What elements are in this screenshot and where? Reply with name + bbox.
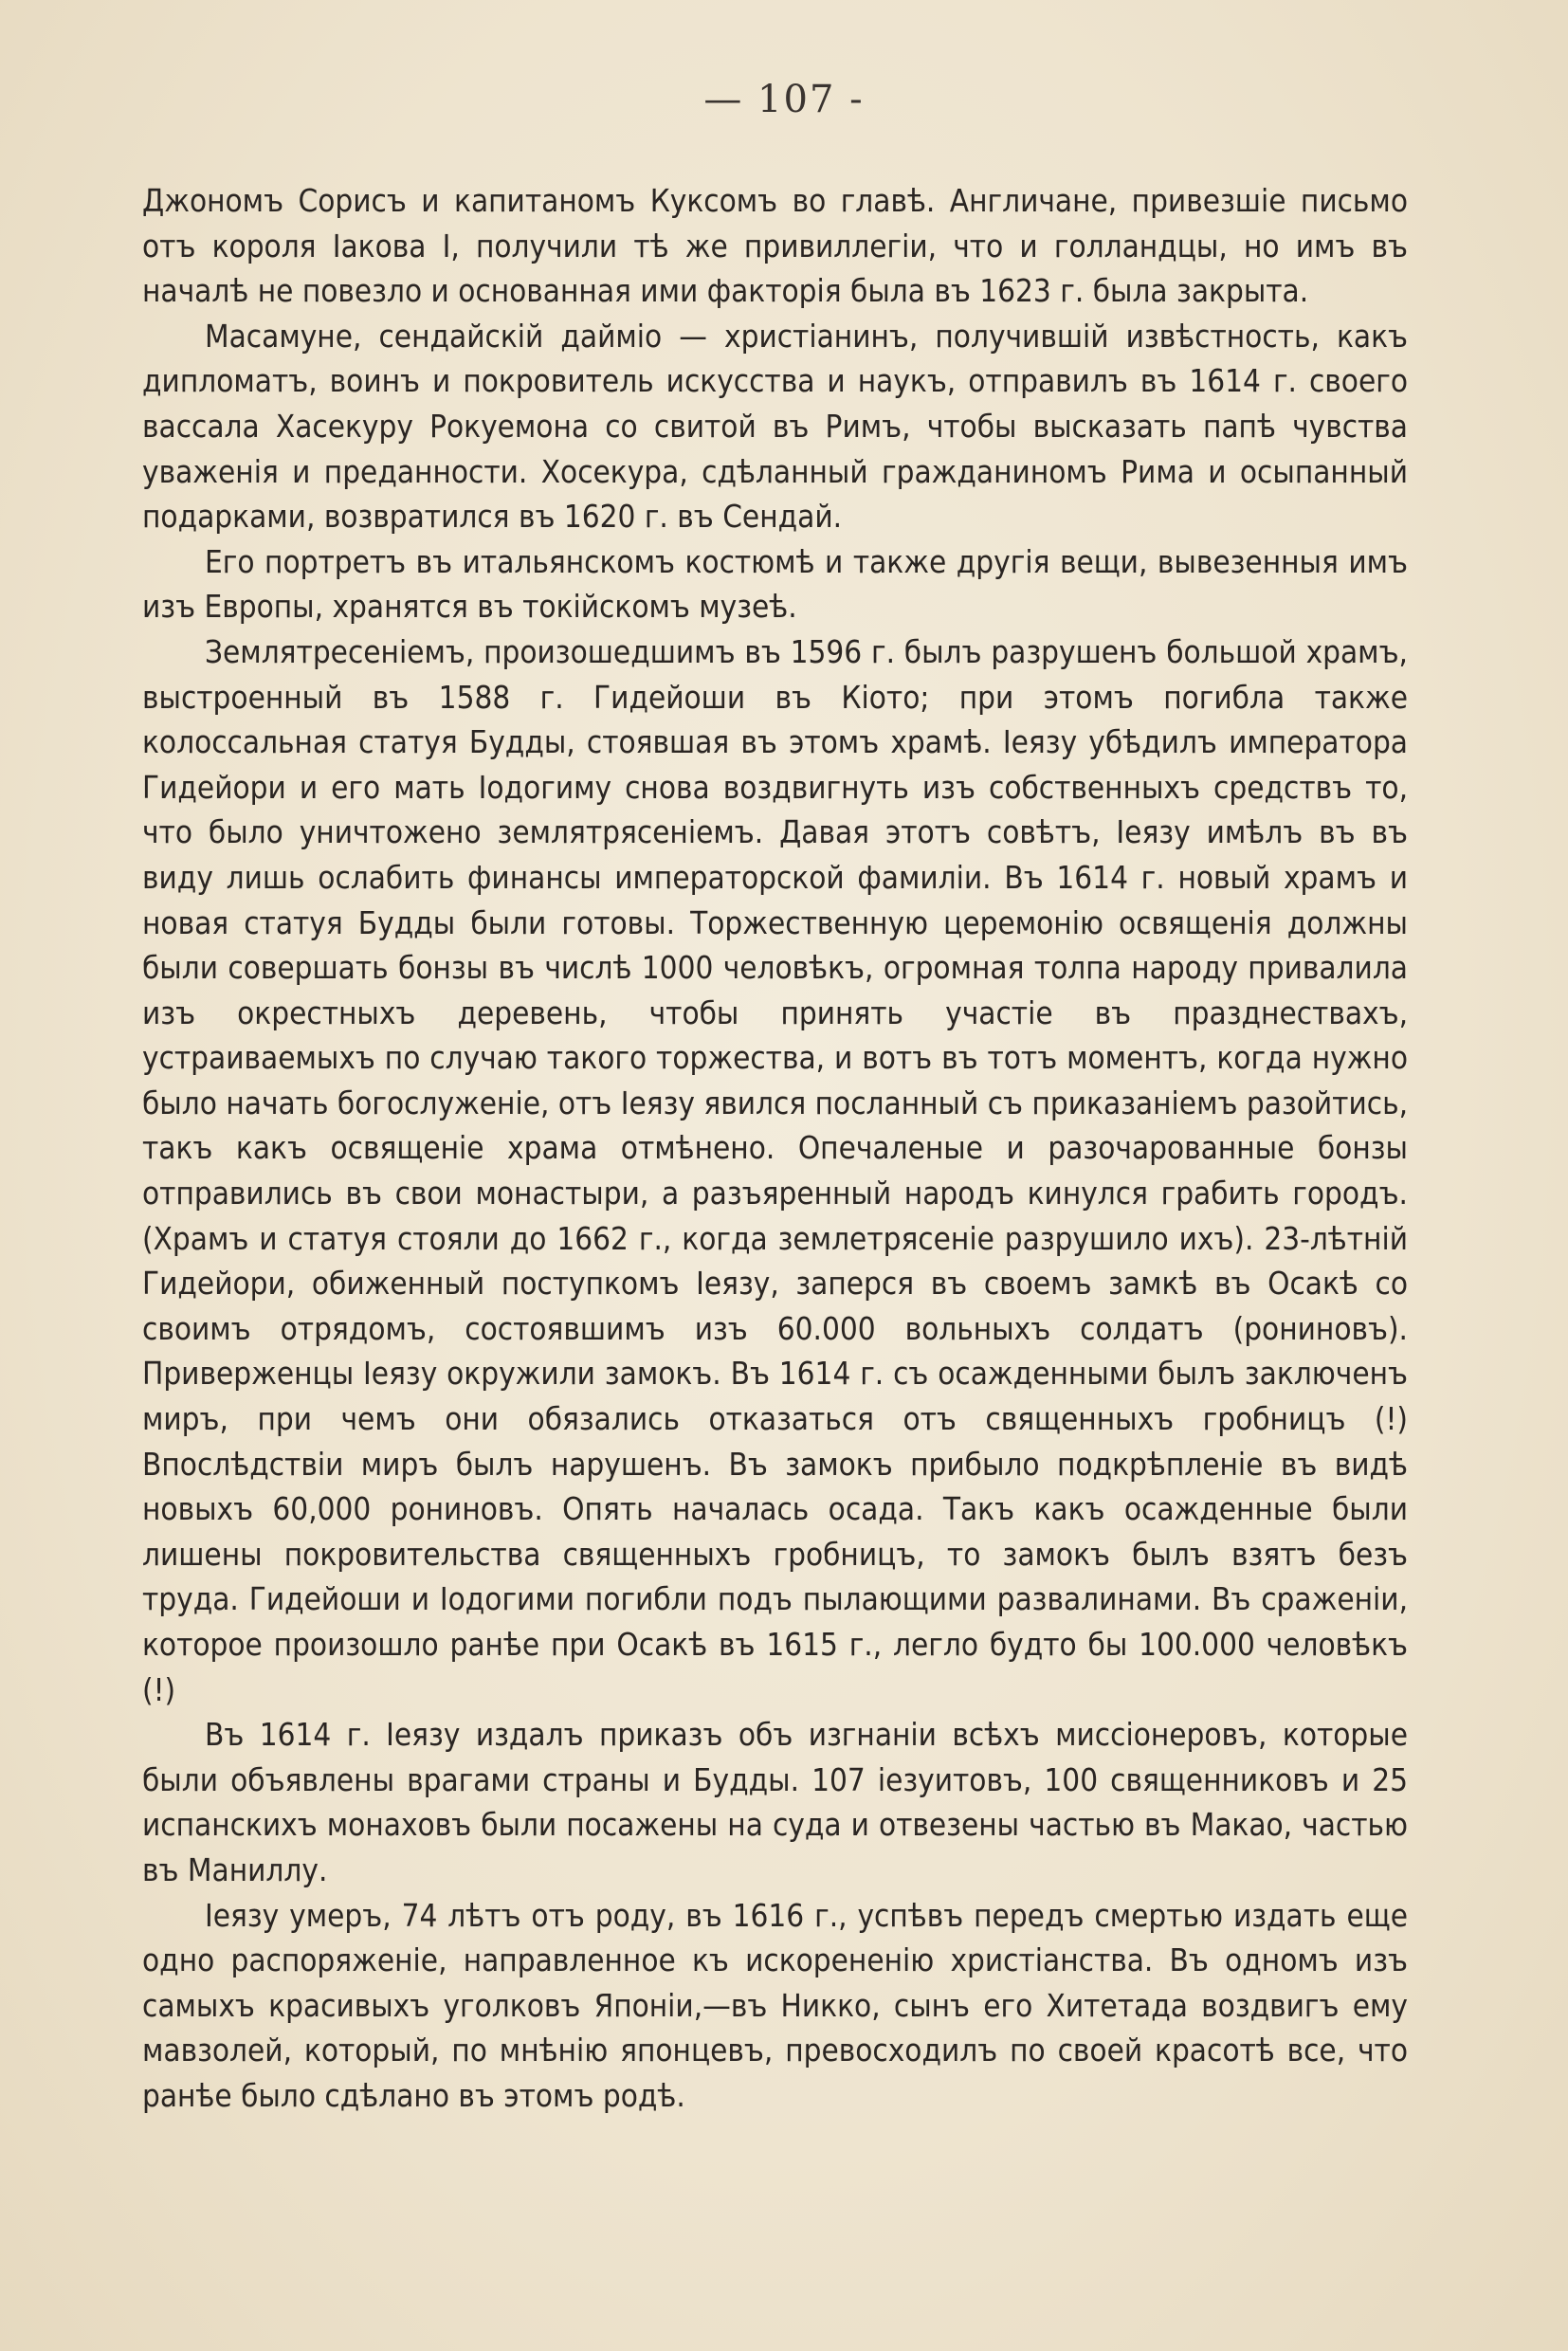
paragraph-4: Землятресеніемъ, произошедшимъ въ 1596 г. былъ разрушенъ большой храмъ, выстроенный въ 1588 г. Гидейоши въ Кіото; при этомъ погибла также колоссальная статуя Будды, стоявшая въ этомъ храмѣ. Іеязу убѣдилъ императора Гидейори и его мать Іодогиму снова воздвигнуть изъ собственныхъ средствъ то, что было уничтожено землятрясеніемъ. Давая этотъ совѣтъ, Іеязу имѣлъ въ въ виду лишь ослабить финансы императорской фамиліи. Въ 1614 г. новый храмъ и новая статуя Будды были готовы. Торжественную церемонію освященія должны были совершать бонзы въ числѣ 1000 человѣкъ, огромная толпа народу привалила изъ окрестныхъ деревень, чтобы принять участіе въ празднествахъ, устраиваемыхъ по случаю такого торжества, и вотъ въ тотъ моментъ, когда нужно было начать богослуженіе, отъ Іеязу явился посланный съ приказаніемъ разойтись, такъ какъ освященіе храма отмѣнено. Опечаленые и разочарованные бонзы отправились въ свои монастыри, а разъяренный народъ кинулся грабить городъ. (Храмъ и статуя стояли до 1662 г., когда землетрясеніе разрушило ихъ). 23-лѣтній Гидейори, обиженный поступкомъ Іеязу, заперся въ своемъ замкѣ въ Осакѣ со своимъ отрядомъ, состоявшимъ изъ 60.000 вольныхъ солдатъ (рониновъ). Приверженцы Іеязу окружили замокъ. Въ 1614 г. съ осажденными былъ заключенъ миръ, при чемъ они обязались отказаться отъ священныхъ гробницъ (!) Впослѣдствіи миръ былъ нарушенъ. Въ замокъ прибыло подкрѣпленіе въ видѣ новыхъ 60,000 рониновъ. Опять началась осада. Такъ какъ осажденные были лишены покровительства священныхъ гробницъ, то замокъ былъ взятъ безъ труда. Гидейоши и Іодогими погибли подъ пылающими развалинами. Въ сраженіи, которое произошло ранѣе при Осакѣ въ 1615 г., легло будто бы 100.000 человѣкъ (!) bbox=[142, 632, 1408, 1708]
page-number: — 107 - bbox=[703, 78, 865, 121]
body-text bbox=[142, 178, 1408, 2119]
paragraph-2: Масамуне, сендайскій даймio — христіанинъ, получившій извѣстность, какъ дипломатъ, воинъ и покровитель искусства и наукъ, отправилъ въ 1614 г. своего вассала Хасекуру Рокуемона со свитой въ Римъ, чтобы высказать папѣ чувства уваженія и преданности. Хосекура, сдѣланный гражданиномъ Рима и осыпанный подарками, возвратился въ 1620 г. въ Сендай. bbox=[142, 317, 1408, 536]
paragraph-3: Его портретъ въ итальянскомъ костюмѣ и также другія вещи, вывезенныя имъ изъ Европы, хранятся въ токійскомъ музеѣ. bbox=[142, 542, 1408, 626]
paragraph-6: Іеязу умеръ, 74 лѣтъ отъ роду, въ 1616 г., успѣвъ передъ смертью издать еще одно распоряженіе, направленное къ искорененію христіанства. Въ одномъ изъ самыхъ красивыхъ уголковъ Японіи,—въ Никко, сынъ его Хитетада воздвигъ ему мавзолей, который, по мнѣнію японцевъ, превосходилъ по своей красотѣ все, что ранѣе было сдѣлано въ этомъ родѣ. bbox=[142, 1896, 1408, 2114]
paragraph-1: Джономъ Сорисъ и капитаномъ Куксомъ во главѣ. Англичане, привезшіе письмо отъ короля Іакова I, получили тѣ же привиллегіи, что и голландцы, но имъ въ началѣ не повезло и основанная ими факторія была въ 1623 г. была закрыта. bbox=[142, 182, 1408, 310]
paragraph-5: Въ 1614 г. Іеязу издалъ приказъ объ изгнаніи всѣхъ миссіонеровъ, которые были объявлены врагами страны и Будды. 107 іезуитовъ, 100 священниковъ и 25 испанскихъ монаховъ были посажены на суда и отвезены частью въ Макао, частью въ Маниллу. bbox=[142, 1716, 1408, 1888]
